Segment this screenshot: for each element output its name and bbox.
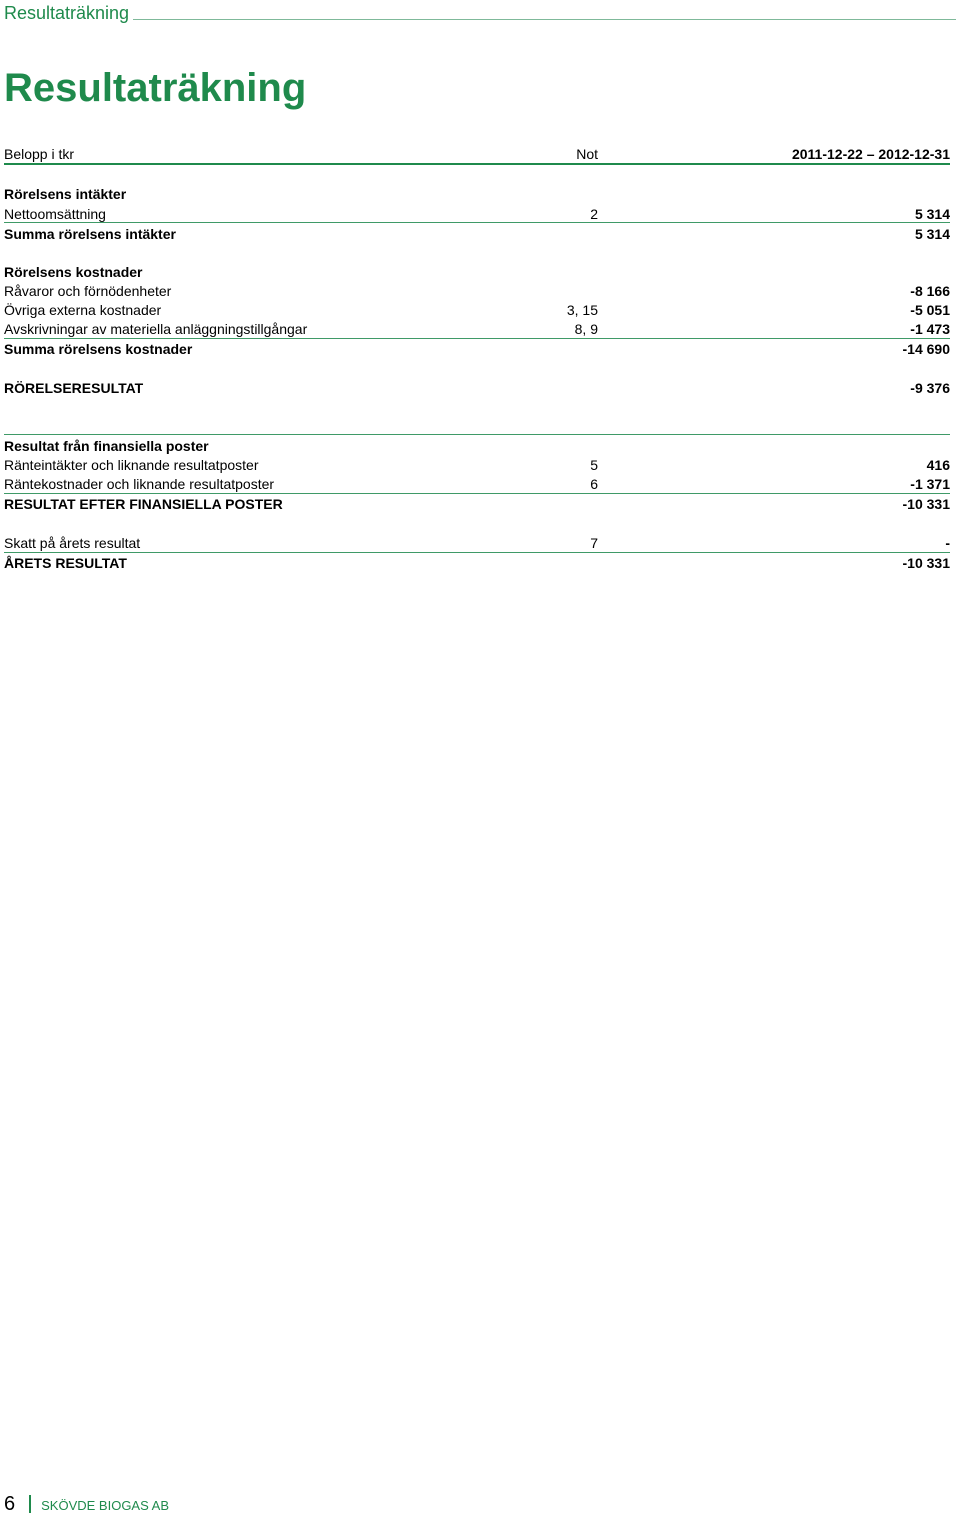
row-label: Rörelsens intäkter — [4, 186, 127, 202]
row-value: -10 331 — [902, 496, 950, 512]
table-row — [4, 456, 950, 474]
section-heading-financial-items — [4, 437, 950, 455]
row-value: 5 314 — [914, 226, 950, 242]
row-label: RÖRELSERESULTAT — [4, 380, 144, 396]
row-value: -1 473 — [910, 321, 950, 337]
table-row-result-after-financial — [4, 495, 950, 513]
table-row — [4, 205, 950, 223]
company-name: SKÖVDE BIOGAS AB — [41, 1498, 170, 1513]
table-row-subtotal — [4, 340, 950, 358]
row-label: Nettoomsättning — [4, 206, 106, 222]
row-rule — [4, 552, 950, 553]
footer-divider — [29, 1495, 31, 1513]
table-row — [4, 475, 950, 493]
row-note: 3, 15 — [566, 302, 598, 318]
section-heading-operating-costs — [4, 263, 950, 281]
table-row-operating-result — [4, 379, 950, 397]
row-value: 416 — [926, 457, 950, 473]
row-label: Ränteintäkter och liknande resultatposter — [4, 457, 259, 473]
table-row — [4, 301, 950, 319]
section-heading-operating-income — [4, 185, 950, 203]
row-label: Resultat från finansiella poster — [4, 438, 209, 454]
row-value: -14 690 — [902, 341, 950, 357]
row-note: 6 — [590, 476, 598, 492]
column-header-period: 2011-12-22 – 2012-12-31 — [791, 146, 950, 162]
table-row — [4, 282, 950, 300]
running-header-title: Resultaträkning — [4, 3, 130, 23]
row-label: Skatt på årets resultat — [4, 535, 141, 551]
table-row — [4, 320, 950, 338]
row-value: -1 371 — [910, 476, 950, 492]
row-label: Övriga externa kostnader — [4, 302, 162, 318]
row-label: Summa rörelsens kostnader — [4, 341, 193, 357]
row-label: Råvaror och förnödenheter — [4, 283, 172, 299]
row-rule — [4, 222, 950, 223]
column-header-label: Belopp i tkr — [4, 146, 75, 162]
row-value: -9 376 — [910, 380, 950, 396]
table-row — [4, 534, 950, 552]
row-label: Summa rörelsens intäkter — [4, 226, 176, 242]
row-rule — [4, 493, 950, 494]
row-label: Avskrivningar av materiella anläggningstillgångar — [4, 321, 308, 337]
row-label: Rörelsens kostnader — [4, 264, 143, 280]
row-label: ÅRETS RESULTAT — [4, 555, 127, 571]
row-value: - — [945, 535, 950, 551]
row-value: 5 314 — [914, 206, 950, 222]
column-header-note: Not — [576, 146, 598, 162]
row-value: -5 051 — [910, 302, 950, 318]
section-rule — [4, 434, 950, 435]
row-note: 5 — [590, 457, 598, 473]
running-header-rule — [133, 19, 956, 20]
page-title: Resultaträkning — [4, 66, 307, 110]
table-row-subtotal — [4, 225, 950, 243]
table-header-row — [4, 145, 950, 163]
page-number: 6 — [4, 1493, 16, 1515]
row-label: RESULTAT EFTER FINANSIELLA POSTER — [4, 496, 283, 512]
header-rule — [4, 163, 950, 165]
row-note: 8, 9 — [574, 321, 598, 337]
table-row-net-result — [4, 554, 950, 572]
row-rule — [4, 338, 950, 339]
running-header — [4, 1, 956, 23]
row-label: Räntekostnader och liknande resultatposter — [4, 476, 275, 492]
row-note: 7 — [590, 535, 598, 551]
page-footer — [4, 1491, 169, 1517]
row-note: 2 — [590, 206, 598, 222]
row-value: -10 331 — [902, 555, 950, 571]
row-value: -8 166 — [910, 283, 950, 299]
